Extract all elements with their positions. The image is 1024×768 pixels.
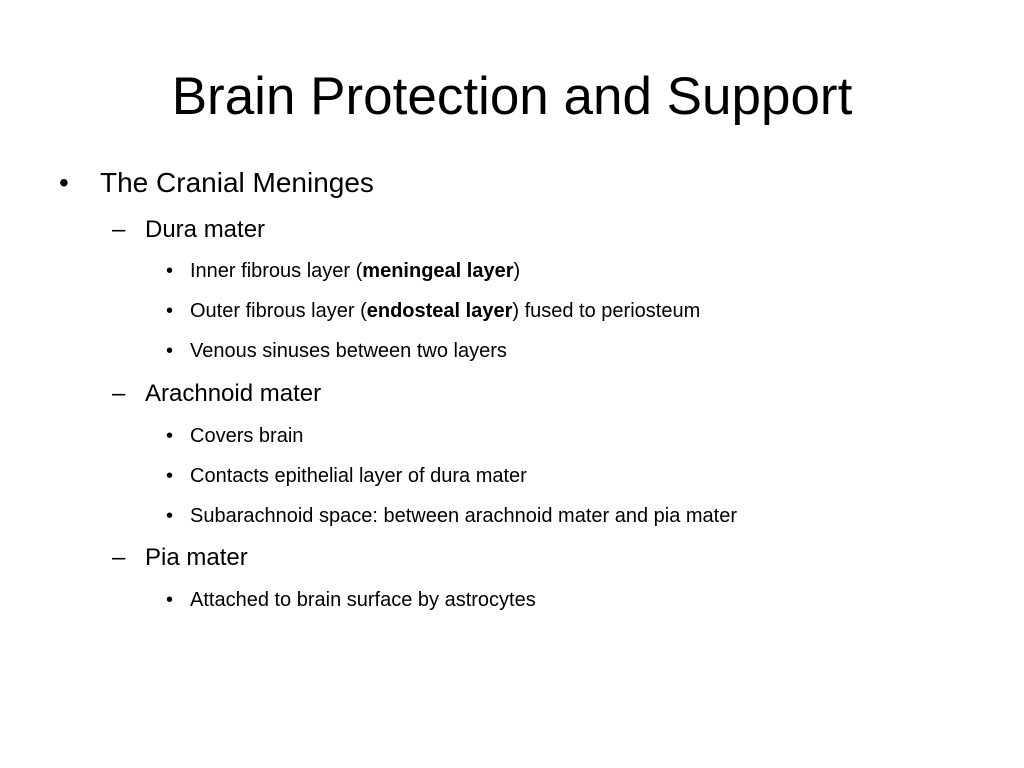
item-text-bold: meningeal layer [362,260,514,282]
item-text: Covers brain [190,425,304,447]
item-text: Contacts epithelial layer of dura mater [190,465,527,487]
bullet-marker: • [166,589,174,611]
item-text-pre: Outer fibrous layer ( [190,300,367,322]
subbullet-text: Dura mater [145,216,266,243]
subbullet-pia-mater [112,543,248,573]
item-venous-sinuses [166,338,507,364]
bullet-marker: • [166,465,174,487]
item-text [190,298,700,324]
item-text: Venous sinuses between two layers [190,340,507,362]
subbullet-dura-mater [112,215,266,245]
subbullet-text: Pia mater [145,544,248,571]
item-subarachnoid-space [166,503,738,529]
item-outer-fibrous-layer [166,298,701,324]
subbullet-arachnoid-mater [112,379,322,409]
item-covers-brain [166,423,304,449]
dash-marker: – [112,380,126,407]
bullet-marker: • [166,425,174,447]
dash-marker: – [112,544,126,571]
item-text-pre: Inner fibrous layer ( [190,260,363,282]
bullet-marker: • [166,300,174,322]
item-text-post: ) fused to periosteum [512,300,701,322]
dash-marker: – [112,216,126,243]
item-attached-astrocytes [166,587,536,613]
item-text [190,258,520,284]
item-text-bold: endosteal layer [366,300,513,322]
bullet-marker: • [59,167,69,198]
item-text: Attached to brain surface by astrocytes [190,589,536,611]
item-text-post: ) [513,260,521,282]
bullet-marker: • [166,505,174,527]
bullet-cranial-meninges [59,166,374,200]
slide-title: Brain Protection and Support [171,67,853,126]
bullet-marker: • [166,260,174,282]
bullet-text: The Cranial Meninges [100,167,374,198]
bullet-marker: • [166,340,174,362]
subbullet-text: Arachnoid mater [145,380,322,407]
item-text: Subarachnoid space: between arachnoid mater and pia mater [190,505,738,527]
item-inner-fibrous-layer [166,258,521,284]
item-contacts-epithelial [166,463,527,489]
